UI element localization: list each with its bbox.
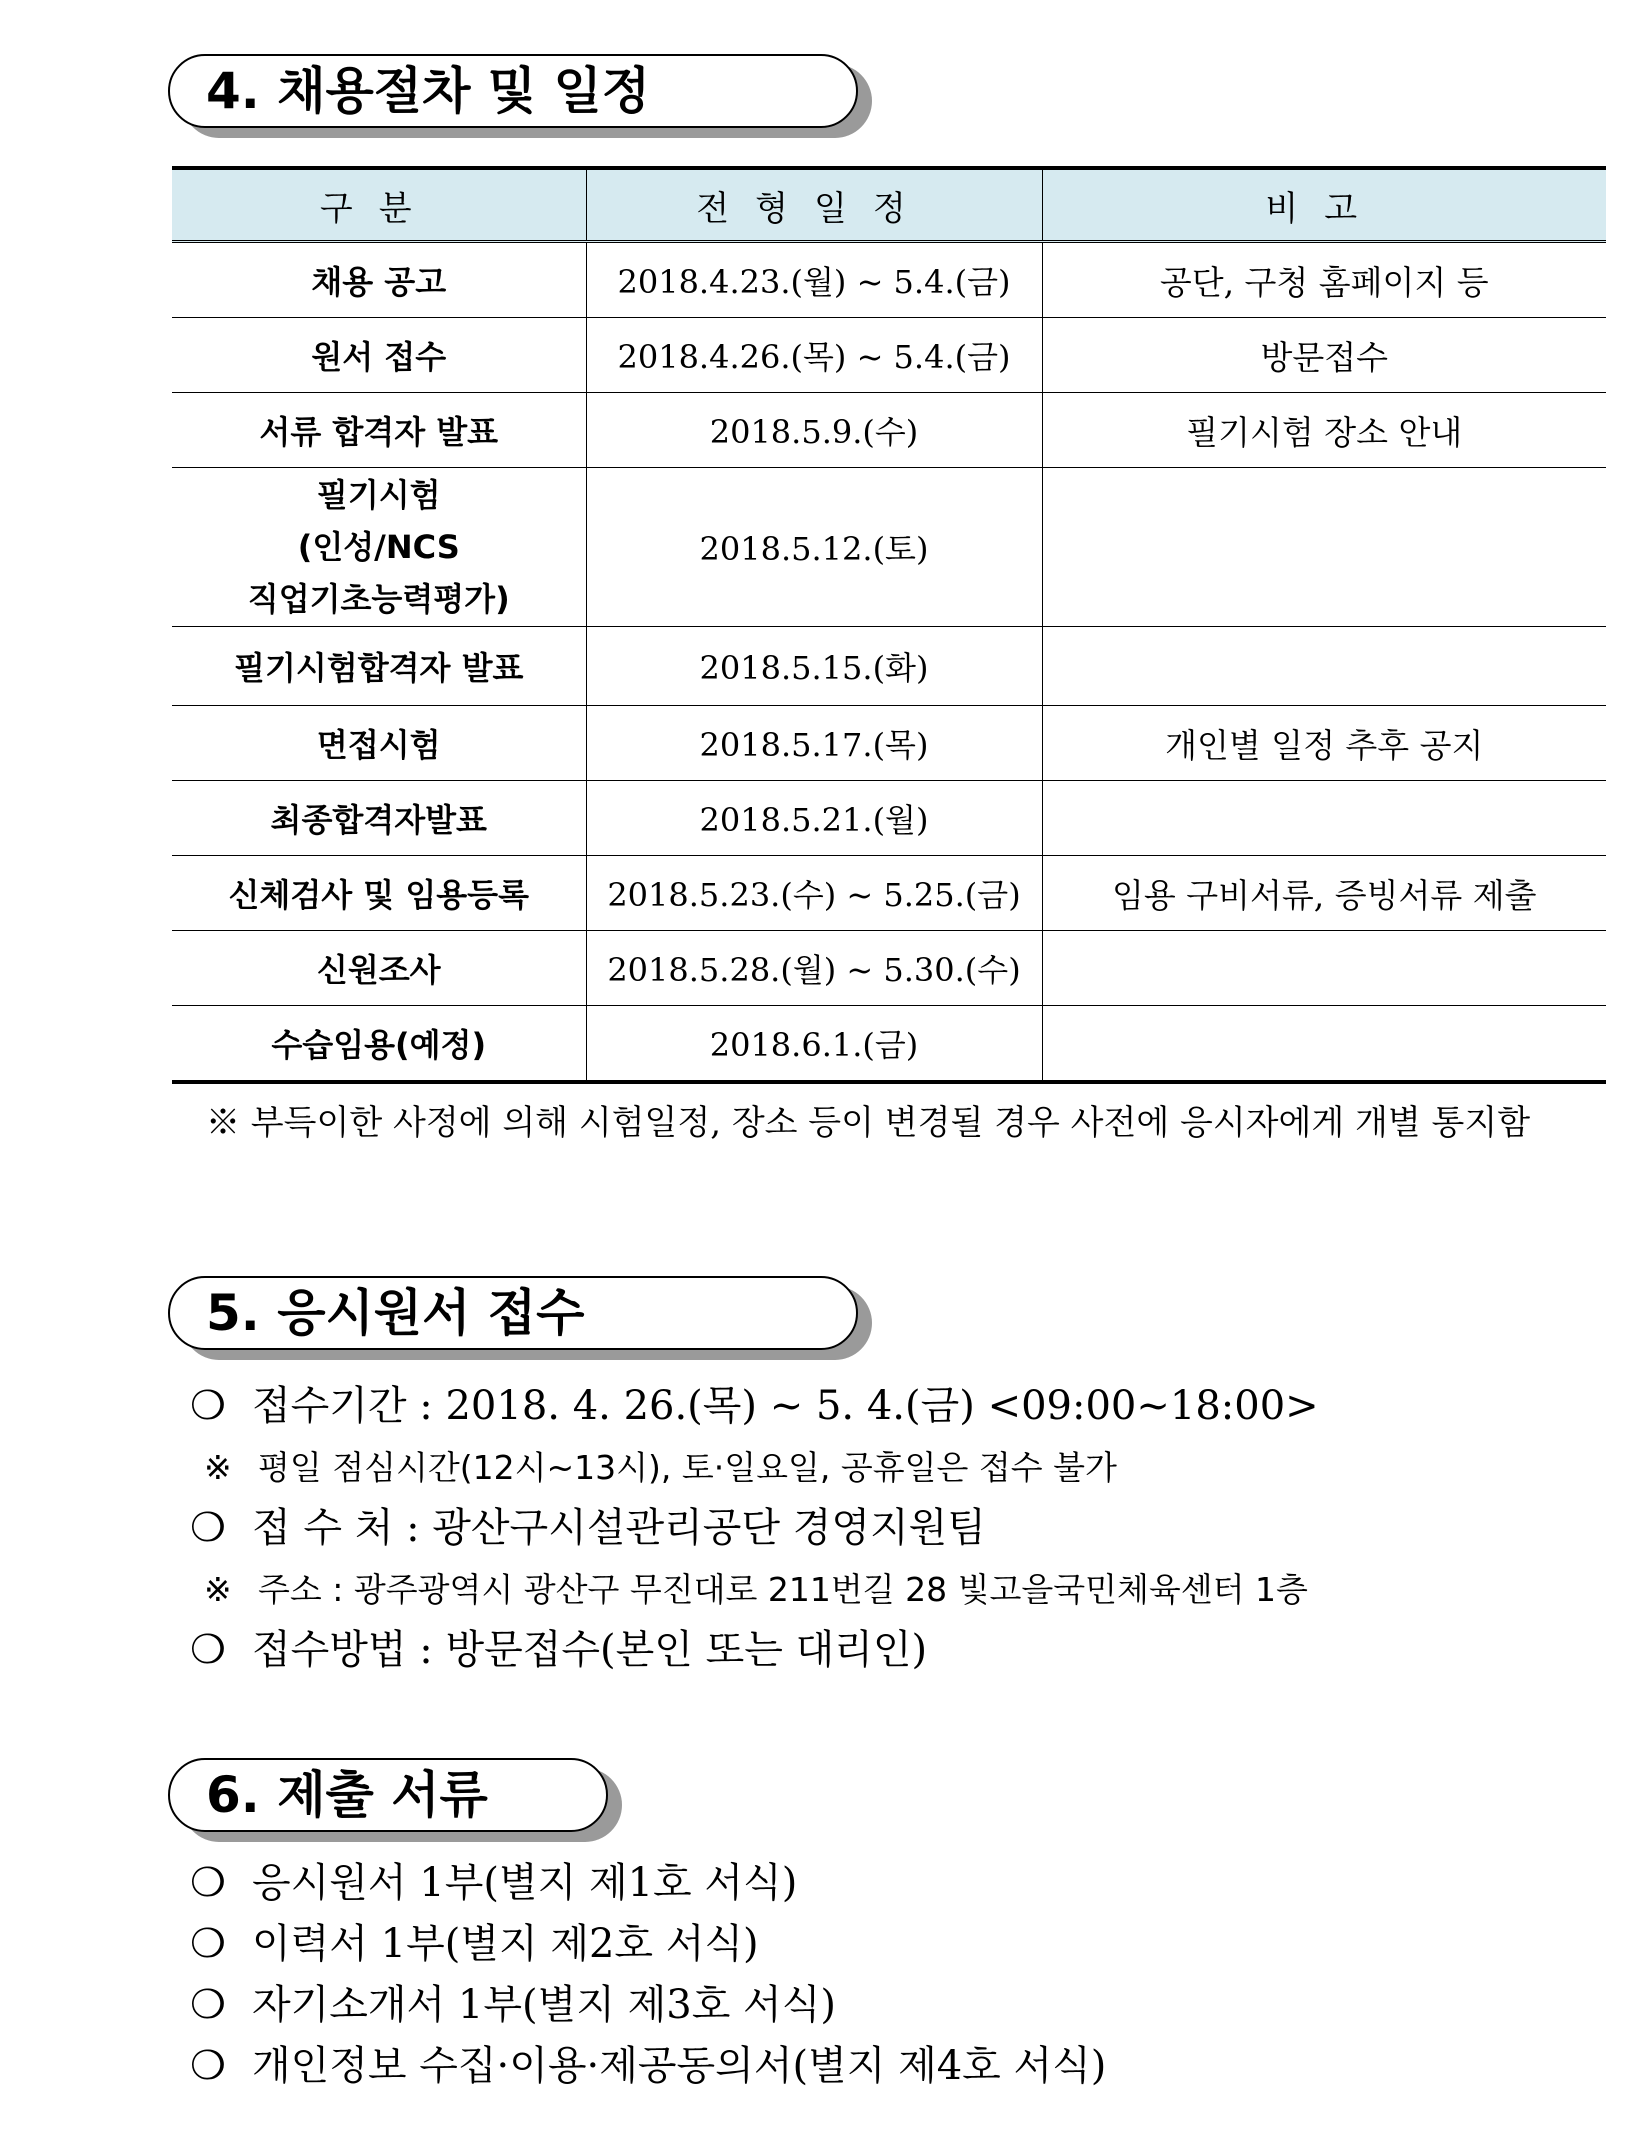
note-cell xyxy=(1042,931,1606,1006)
note-cell: 필기시험 장소 안내 xyxy=(1042,393,1606,468)
step-cell: 서류 합격자 발표 xyxy=(172,393,586,468)
table-row xyxy=(172,931,1606,1006)
table-row xyxy=(172,781,1606,856)
table-row xyxy=(172,393,1606,468)
section-title-5: 5. 응시원서 접수 xyxy=(168,1276,858,1350)
step-cell xyxy=(172,468,586,627)
note-cell xyxy=(1042,781,1606,856)
date-cell: 2018.6.1.(금) xyxy=(586,1006,1042,1083)
document-item: 자기소개서 1부(별지 제3호 서식) xyxy=(252,1982,836,2028)
schedule-table xyxy=(172,166,1606,1084)
step-line: 직업기초능력평가) xyxy=(247,580,510,618)
application-period: 접수기간 : 2018. 4. 26.(목) ~ 5. 4.(금) <09:00~18:00> xyxy=(252,1383,1319,1429)
bullet-icon: ❍ xyxy=(190,1505,226,1551)
note-cell xyxy=(1042,1006,1606,1083)
list-item xyxy=(190,1620,1319,1681)
section-title-4: 4. 채용절차 및 일정 xyxy=(168,54,858,128)
table-row xyxy=(172,706,1606,781)
list-item xyxy=(190,1853,1106,1914)
date-cell: 2018.5.12.(토) xyxy=(586,468,1042,627)
header-category: 구분 xyxy=(172,168,586,242)
application-address: 주소 : 광주광역시 광산구 무진대로 211번길 28 빛고을국민체육센터 1층 xyxy=(258,1570,1308,1609)
table-row xyxy=(172,1006,1606,1083)
date-cell: 2018.5.9.(수) xyxy=(586,393,1042,468)
step-cell: 채용 공고 xyxy=(172,242,586,318)
note-cell: 개인별 일정 추후 공지 xyxy=(1042,706,1606,781)
application-method: 접수방법 : 방문접수(본인 또는 대리인) xyxy=(252,1627,928,1673)
bullet-icon: ❍ xyxy=(190,1860,226,1906)
bullet-icon: ❍ xyxy=(190,1627,226,1673)
step-cell: 신체검사 및 임용등록 xyxy=(172,856,586,931)
application-period-note: 평일 점심시간(12시~13시), 토·일요일, 공휴일은 접수 불가 xyxy=(258,1448,1117,1487)
bullet-icon: ❍ xyxy=(190,1383,226,1429)
documents-list xyxy=(190,1853,1106,2097)
table-row xyxy=(172,468,1606,627)
bullet-icon: ❍ xyxy=(190,1921,226,1967)
schedule-header-row xyxy=(172,168,1606,242)
table-row xyxy=(172,856,1606,931)
document-item: 이력서 1부(별지 제2호 서식) xyxy=(252,1921,759,1967)
list-item xyxy=(190,1914,1106,1975)
step-line: (인성/NCS xyxy=(297,528,460,566)
date-cell: 2018.5.15.(화) xyxy=(586,627,1042,706)
reference-mark-icon: ※ xyxy=(204,1570,232,1609)
list-item xyxy=(190,1975,1106,2036)
date-cell: 2018.5.17.(목) xyxy=(586,706,1042,781)
header-schedule: 전형일정 xyxy=(586,168,1042,242)
step-cell: 원서 접수 xyxy=(172,318,586,393)
step-cell: 면접시험 xyxy=(172,706,586,781)
list-item xyxy=(190,1559,1319,1620)
document-item: 응시원서 1부(별지 제1호 서식) xyxy=(252,1860,798,1906)
table-row xyxy=(172,318,1606,393)
note-cell xyxy=(1042,468,1606,627)
application-place: 접 수 처 : 광산구시설관리공단 경영지원팀 xyxy=(252,1505,986,1551)
step-cell: 신원조사 xyxy=(172,931,586,1006)
date-cell: 2018.5.23.(수) ~ 5.25.(금) xyxy=(586,856,1042,931)
date-cell: 2018.4.23.(월) ~ 5.4.(금) xyxy=(586,242,1042,318)
step-line: 필기시험 xyxy=(316,476,441,514)
date-cell: 2018.4.26.(목) ~ 5.4.(금) xyxy=(586,318,1042,393)
bullet-icon: ❍ xyxy=(190,1982,226,2028)
reference-mark-icon: ※ xyxy=(204,1448,232,1487)
list-item xyxy=(190,1498,1319,1559)
note-cell: 공단, 구청 홈페이지 등 xyxy=(1042,242,1606,318)
note-cell: 방문접수 xyxy=(1042,318,1606,393)
list-item xyxy=(190,1437,1319,1498)
bullet-icon: ❍ xyxy=(190,2043,226,2089)
date-cell: 2018.5.28.(월) ~ 5.30.(수) xyxy=(586,931,1042,1006)
note-cell: 임용 구비서류, 증빙서류 제출 xyxy=(1042,856,1606,931)
step-cell: 최종합격자발표 xyxy=(172,781,586,856)
schedule-note: ※ 부득이한 사정에 의해 시험일정, 장소 등이 변경될 경우 사전에 응시자에게 개별 통지함 xyxy=(206,1103,1531,1143)
document-item: 개인정보 수집·이용·제공동의서(별지 제4호 서식) xyxy=(252,2043,1107,2089)
step-cell: 수습임용(예정) xyxy=(172,1006,586,1083)
list-item xyxy=(190,1376,1319,1437)
note-cell xyxy=(1042,627,1606,706)
date-cell: 2018.5.21.(월) xyxy=(586,781,1042,856)
section-title-6: 6. 제출 서류 xyxy=(168,1758,608,1832)
table-row xyxy=(172,242,1606,318)
step-cell: 필기시험합격자 발표 xyxy=(172,627,586,706)
header-remarks: 비고 xyxy=(1042,168,1606,242)
list-item xyxy=(190,2036,1106,2097)
application-list xyxy=(190,1376,1319,1681)
table-row xyxy=(172,627,1606,706)
